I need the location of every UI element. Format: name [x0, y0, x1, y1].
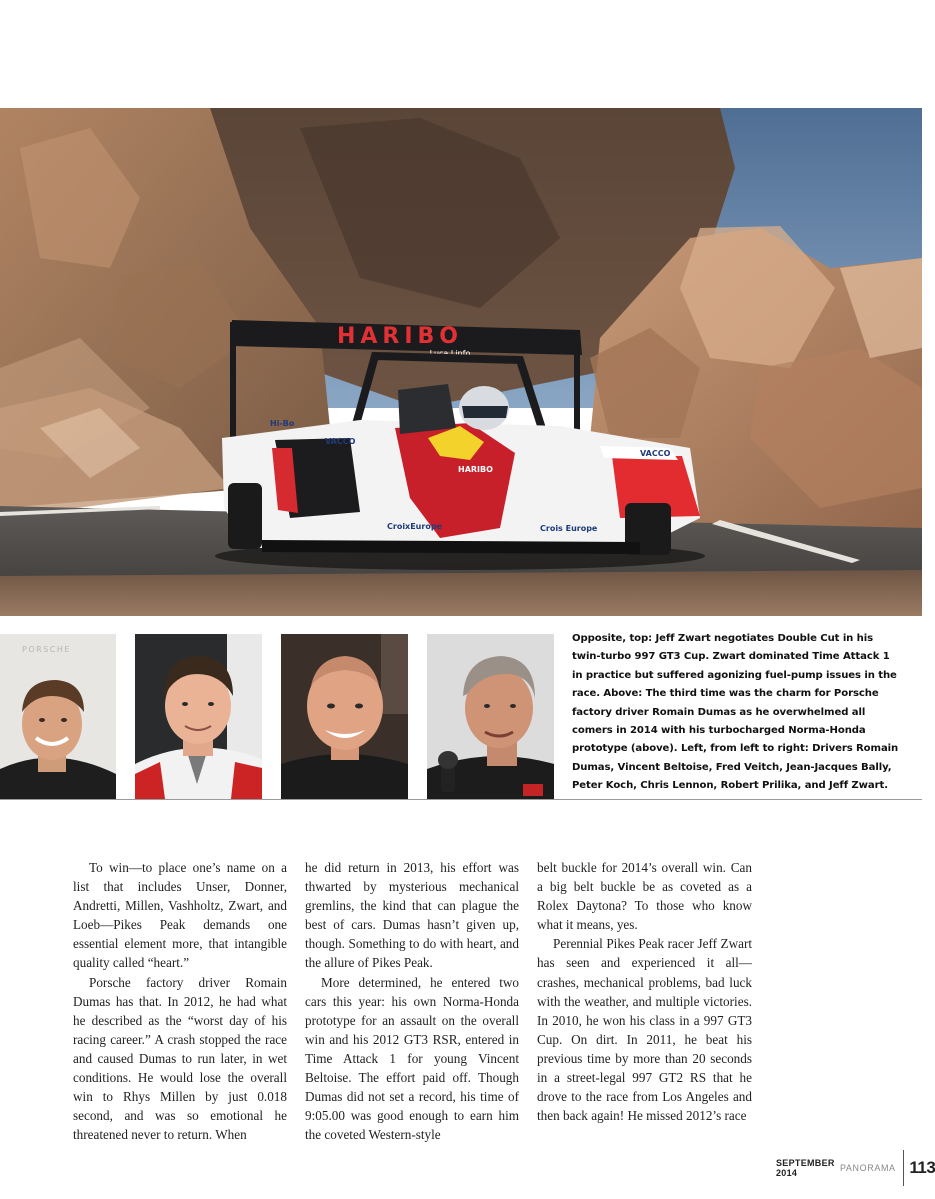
paragraph: More determined, he entered two cars this year: his own Norma-Honda prototype for an assault on the overall win and his 2012 GT3 RSR, entered in Time Attack 1 for young Vincent Beltoise. The effort paid off. Though Dumas did not set a record, his time of 9:05.00 was good enough to earn him the coveted Western-style: [305, 974, 519, 1143]
issue-date: SEPTEMBER 2014: [776, 1158, 835, 1178]
paragraph: he did return in 2013, his effort was thwarted by mysterious mechanical gremlins, the kind that can plague the best of cars. Dumas hasn’t given up, though. Something to do with heart, and the allure of Pikes Peak.: [305, 860, 519, 971]
portrait-jeff-zwart: [427, 634, 554, 799]
folio-divider: [903, 1150, 904, 1186]
portrait-vincent-beltoise: [135, 634, 262, 799]
portrait-romain-dumas: [0, 634, 116, 799]
hood-sponsor-text: Hi-Bo: [270, 419, 295, 428]
wing-sponsor-text: HARIBO: [336, 324, 464, 349]
page-folio: [776, 1158, 935, 1178]
body-column-3: [537, 858, 752, 1125]
side-sponsor-text: CroixEurope: [387, 522, 442, 531]
body-column-2: [305, 858, 519, 1144]
photo-caption: Opposite, top: Jeff Zwart negotiates Double Cut in his twin-turbo 997 GT3 Cup. Zwart dominated Time Attack 1 in practice but suffered agonizing fuel-pump issues in the race. Above: The third time was the charm for Porsche factory driver Romain Dumas as he overwhelmed all comers in 2014 with his turbocharged Norma-Honda prototype (above). Left, from left to right: Drivers Romain Dumas, Vincent Beltoise, Fred Veitch, Jean-Jacques Bally, Peter Koch, Chris Lennon, Robert Prilika, and Jeff Zwart.: [572, 633, 899, 792]
race-car-mountain-image: [0, 108, 922, 616]
page-number: 113: [909, 1158, 935, 1177]
sponsor-text-left: VACCO: [325, 437, 356, 446]
sponsor-text-right: VACCO: [640, 449, 671, 458]
rear-badge-text: HARIBO: [458, 465, 493, 474]
dirt-foreground: [0, 570, 922, 616]
wing-sub-text: Luca Linfo: [429, 349, 471, 358]
body-column-1: [73, 858, 287, 1144]
paragraph: belt buckle for 2014’s overall win. Can a big belt buckle be as coveted as a Rolex Daytona? To those who know what it means, yes.: [537, 860, 752, 933]
paragraph: To win—to place one’s name on a list that includes Unser, Donner, Andretti, Millen, Vashholtz, Zwart, and Loeb—Pikes Peak demands one essential element more, that intangible quality called “heart.”: [73, 860, 287, 971]
magazine-name: PANORAMA: [840, 1163, 896, 1173]
wall-logo-text: PORSCHE: [22, 645, 71, 654]
side-sponsor-text-2: Crois Europe: [540, 524, 598, 533]
front-left-wheel: [228, 483, 262, 549]
paragraph: Perennial Pikes Peak racer Jeff Zwart has seen and experienced it all—crashes, mechanical problems, bad luck with the weather, and multiple victories. In 2010, he won his class in a 997 GT3 Cup. On dirt. In 2011, he beat his previous time by more than 20 seconds in a street-legal 997 GT2 RS that he drove to the race from Los Angeles and then back again! He missed 2012’s race: [537, 936, 752, 1124]
divider-rule: [0, 799, 922, 800]
hero-photo: [0, 108, 922, 616]
portrait-fred-veitch: [281, 634, 408, 799]
paragraph: Porsche factory driver Romain Dumas has that. In 2012, he had what he described as the “worst day of his racing career.” A crash stopped the race and caused Dumas to run later, in wet conditions. He would lose the overall win to Rhys Millen by just 0.018 second, and was so emotional he threatened never to return. When: [73, 974, 287, 1143]
